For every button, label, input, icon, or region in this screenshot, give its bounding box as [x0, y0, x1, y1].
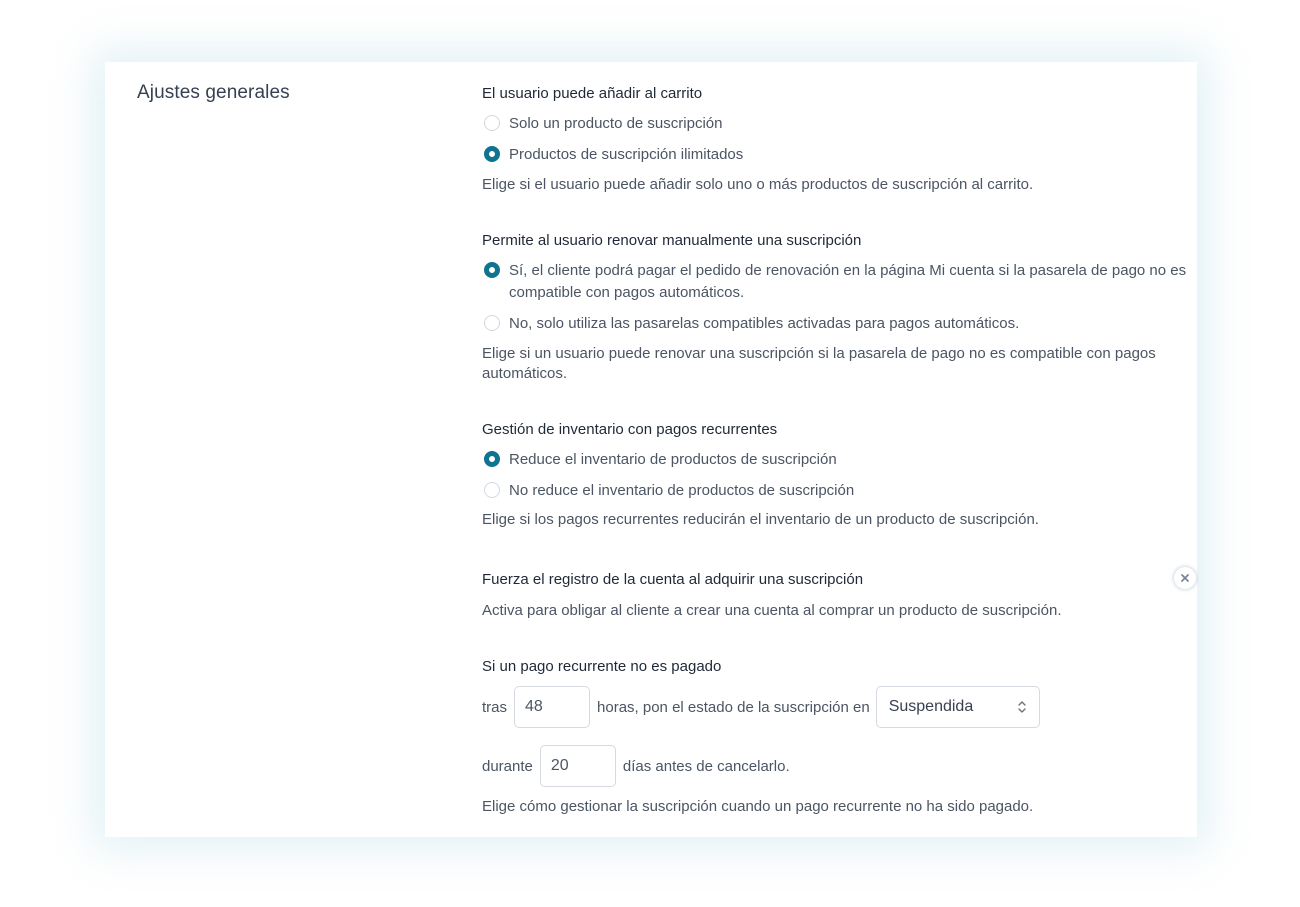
- renew-field-title: Permite al usuario renovar manualmente una suscripción: [482, 232, 862, 249]
- radio-label: Reduce el inventario de productos de suscripción: [509, 451, 837, 468]
- cart-option-unlimited[interactable]: [484, 144, 743, 166]
- hours-label: horas, pon el estado de la suscripción en: [597, 698, 870, 716]
- renew-description: Elige si un usuario puede renovar una suscripción si la pasarela de pago no es compatible con pagos automáticos.: [482, 345, 1156, 382]
- days-input[interactable]: [540, 745, 616, 787]
- unpaid-hours-row: [482, 686, 1040, 728]
- radio-unchecked[interactable]: [484, 315, 500, 331]
- force-account-toggle[interactable]: [1174, 567, 1196, 589]
- radio-label: No, solo utiliza las pasarelas compatibles activadas para pagos automáticos.: [509, 315, 1020, 332]
- section-title: Ajustes generales: [137, 82, 290, 103]
- radio-label: Sí, el cliente podrá pagar el pedido de renovación en la página Mi cuenta si la pasarela de pago no es compatible con pagos automáticos.: [509, 262, 1187, 301]
- unpaid-description: Elige cómo gestionar la suscripción cuando un pago recurrente no ha sido pagado.: [482, 798, 1034, 815]
- radio-checked[interactable]: [484, 451, 500, 467]
- status-select[interactable]: [876, 686, 1040, 728]
- close-icon: [1180, 573, 1190, 583]
- radio-label: No reduce el inventario de productos de suscripción: [509, 482, 855, 499]
- inventory-option-no-reduce[interactable]: [484, 480, 854, 502]
- unpaid-field-title: Si un pago recurrente no es pagado: [482, 658, 722, 675]
- cart-option-single[interactable]: [484, 113, 722, 135]
- radio-unchecked[interactable]: [484, 482, 500, 498]
- days-label: días antes de cancelarlo.: [622, 757, 790, 775]
- cart-field-title: El usuario puede añadir al carrito: [482, 85, 703, 102]
- radio-unchecked[interactable]: [484, 115, 500, 131]
- status-select-value: Suspendida: [888, 698, 974, 715]
- after-label: tras: [482, 698, 508, 716]
- during-label: durante: [482, 757, 533, 775]
- force-account-description: Activa para obligar al cliente a crear una cuenta al comprar un producto de suscripción.: [482, 602, 1062, 619]
- force-account-field-title: Fuerza el registro de la cuenta al adquirir una suscripción: [482, 571, 864, 588]
- unpaid-days-row: [482, 745, 790, 787]
- inventory-description: Elige si los pagos recurrentes reducirán el inventario de un producto de suscripción.: [482, 511, 1039, 528]
- radio-checked[interactable]: [484, 146, 500, 162]
- cart-description: Elige si el usuario puede añadir solo uno o más productos de suscripción al carrito.: [482, 176, 1034, 193]
- radio-checked[interactable]: [484, 262, 500, 278]
- radio-label: Solo un producto de suscripción: [509, 115, 723, 132]
- chevron-up-down-icon: [1017, 699, 1027, 715]
- hours-input[interactable]: [514, 686, 590, 728]
- inventory-option-reduce[interactable]: [484, 449, 837, 471]
- radio-label: Productos de suscripción ilimitados: [509, 146, 744, 163]
- renew-option-no[interactable]: [484, 313, 1019, 335]
- inventory-field-title: Gestión de inventario con pagos recurrentes: [482, 421, 778, 438]
- settings-card: [105, 62, 1197, 837]
- renew-option-yes[interactable]: [484, 260, 1187, 304]
